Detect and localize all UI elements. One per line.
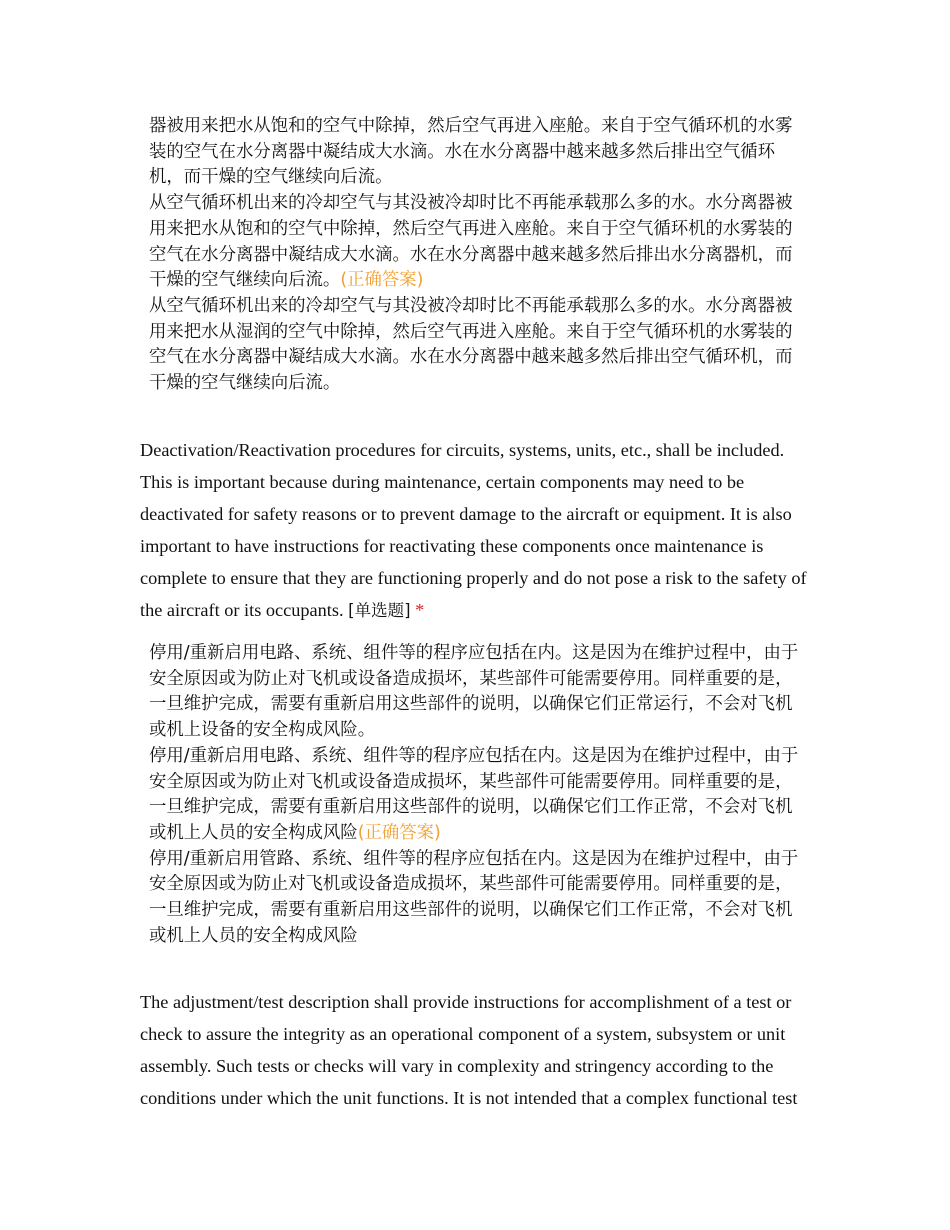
option-list-1: [149, 114, 809, 397]
option-text: 从空气循环机出来的冷却空气与其没被冷却时比不再能承载那么多的水。水分离器被用来把水从饱和的空气中除掉，然后空气再进入座舱。来自于空气循环机的水雾装的空气在水分离器中凝结成大水滴。水在水分离器中越来越多然后排出水分离器机，而干燥的空气继续向后流。: [149, 193, 793, 291]
question-3: [140, 986, 820, 1114]
question-type: [单选题]: [348, 601, 411, 620]
option-2c[interactable]: [149, 847, 809, 950]
option-1b[interactable]: [149, 191, 809, 294]
option-1c[interactable]: [149, 294, 809, 397]
option-text: 器被用来把水从饱和的空气中除掉，然后空气再进入座舱。来自于空气循环机的水雾装的空气在水分离器中凝结成大水滴。水在水分离器中越来越多然后排出空气循环机，而干燥的空气继续向后流。: [149, 116, 793, 188]
option-text: 停用/重新启用管路、系统、组件等的程序应包括在内。这是因为在维护过程中，由于安全原因或为防止对飞机或设备造成损坏，某些部件可能需要停用。同样重要的是，一旦维护完成，需要有重新启用这些部件的说明，以确保它们工作正常，不会对飞机或机上人员的安全构成风险: [149, 848, 799, 946]
correct-answer-tag: (正确答案): [357, 822, 441, 843]
question-2: [140, 434, 820, 627]
option-list-2: [149, 641, 809, 949]
option-text: 停用/重新启用电路、系统、组件等的程序应包括在内。这是因为在维护过程中，由于安全原因或为防止对飞机或设备造成损坏，某些部件可能需要停用。同样重要的是，一旦维护完成，需要有重新启用这些部件的说明，以确保它们工作正常，不会对飞机或机上人员的安全构成风险: [149, 745, 799, 843]
option-text: 从空气循环机出来的冷却空气与其没被冷却时比不再能承载那么多的水。水分离器被用来把水从湿润的空气中除掉，然后空气再进入座舱。来自于空气循环机的水雾装的空气在水分离器中凝结成大水滴。水在水分离器中越来越多然后排出空气循环机，而干燥的空气继续向后流。: [149, 295, 793, 394]
option-1a[interactable]: [149, 114, 809, 191]
option-2a[interactable]: [149, 641, 809, 744]
option-2b[interactable]: [149, 744, 809, 847]
required-mark: *: [415, 600, 425, 620]
question-text: The adjustment/test description shall provide instructions for accomplishment of a test or check to assure the integrity as an operational component of a system, subsystem or unit assembly. Such tests or checks will vary in complexity and stringency according to the conditions under which the unit functions. It is not intended that a complex functional test: [140, 992, 798, 1108]
option-text: 停用/重新启用电路、系统、组件等的程序应包括在内。这是因为在维护过程中，由于安全原因或为防止对飞机或设备造成损坏，某些部件可能需要停用。同样重要的是，一旦维护完成，需要有重新启用这些部件的说明，以确保它们正常运行，不会对飞机或机上设备的安全构成风险。: [149, 643, 799, 741]
question-text: Deactivation/Reactivation procedures for circuits, systems, units, etc., shall be included. This is important because during maintenance, certain components may need to be deactivated for safety reasons or to prevent damage to the aircraft or equipment. It is also important to have instructions for reactivating these components once maintenance is complete to ensure that they are functioning properly and do not pose a risk to the safety of the aircraft or its occupants.: [140, 440, 807, 620]
correct-answer-tag: (正确答案): [340, 270, 424, 291]
